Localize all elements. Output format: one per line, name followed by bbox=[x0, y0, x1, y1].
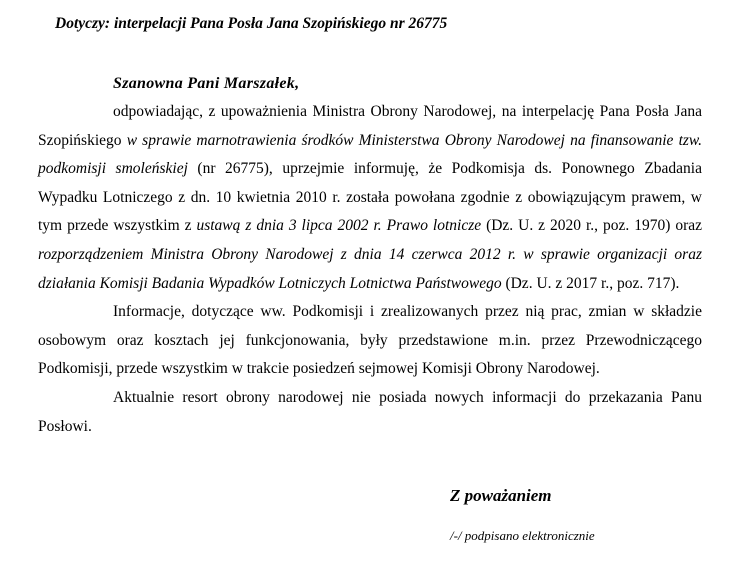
text-run: (Dz. U. z 2020 r., poz. 1970) oraz bbox=[481, 217, 702, 235]
salutation: Szanowna Pani Marszałek, bbox=[113, 75, 300, 92]
text-run: rozporządzeniem Ministra Obrony Narodowej z dnia 14 czerwca 2012 r. w sprawie organizacji oraz działania Komisji Badania Wypadków Lotniczych Lotnictwa Państwowego bbox=[38, 245, 702, 292]
paragraph bbox=[38, 384, 702, 441]
text-run: w sprawie marnotrawienia środków Ministerstwa Obrony Narodowej na finansowanie tzw. podkomisji smoleńskiej bbox=[38, 131, 702, 178]
text-run: (nr 26775), uprzejmie informuję, że Podkomisja ds. Ponownego Zbadania Wypadku Lotniczego z dn. 10 kwietnia 2010 r. została powołana zgodnie z obowiązującym prawem, w tym przede wszystkim z bbox=[38, 160, 702, 235]
paragraph bbox=[38, 298, 702, 384]
text-run: odpowiadając, z upoważnienia Ministra Obrony Narodowej, na interpelację Pana Posła Jana Szopińskiego bbox=[38, 103, 702, 149]
subject-line: Dotyczy: interpelacji Pana Posła Jana Szopińskiego nr 26775 bbox=[55, 15, 448, 32]
text-run: ustawą z dnia 3 lipca 2002 r. Prawo lotnicze bbox=[196, 217, 482, 235]
valediction: Z poważaniem bbox=[450, 486, 552, 505]
signature-note: /-/ podpisano elektronicznie bbox=[450, 528, 595, 543]
text-run: Aktualnie resort obrony narodowej nie posiada nowych informacji do przekazania Panu Posłowi. bbox=[38, 388, 702, 435]
text-run: (Dz. U. z 2017 r., poz. 717). bbox=[501, 274, 680, 292]
letter-body bbox=[38, 98, 702, 441]
text-run: Informacje, dotyczące ww. Podkomisji i zrealizowanych przez nią prac, zmian w składzie osobowym oraz kosztach jej funkcjonowania, były przedstawione m.in. przez Przewodniczącego Podkomisji, przede wszystkim w trakcie posiedzeń sejmowej Komisji Obrony Narodowej. bbox=[38, 303, 702, 378]
paragraph bbox=[38, 98, 702, 298]
